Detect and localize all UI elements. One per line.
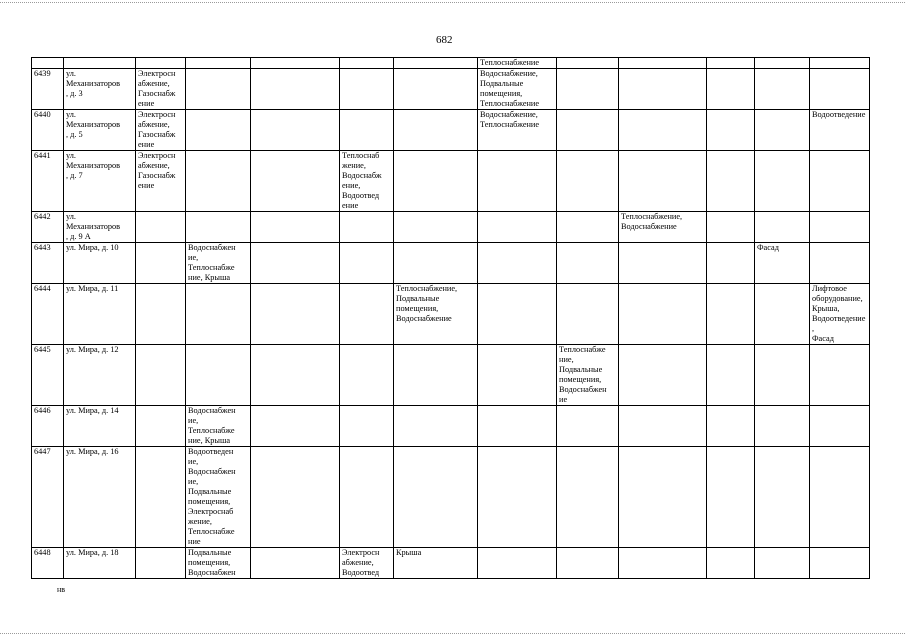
table-cell	[136, 212, 186, 243]
table-cell	[186, 447, 251, 548]
table-cell	[340, 284, 394, 345]
table-cell	[186, 406, 251, 447]
table-cell	[340, 69, 394, 110]
table-cell	[478, 447, 557, 548]
cell-text: ул. Мира, д. 18	[66, 548, 119, 557]
cell-text: Теплоснаб жение, Водоснабж ение, Водоотвед ение	[342, 151, 382, 210]
cell-text: Водоснабжение, Подвальные помещения, Теплоснабжение	[480, 69, 540, 108]
table-row	[32, 447, 870, 548]
table-cell	[810, 447, 870, 548]
table-cell	[557, 548, 619, 579]
table-cell	[478, 58, 557, 69]
table-cell	[619, 110, 707, 151]
table-cell	[707, 548, 755, 579]
table-cell	[478, 284, 557, 345]
table-cell	[619, 345, 707, 406]
table-cell	[394, 447, 478, 548]
table-cell	[136, 447, 186, 548]
table-cell	[557, 406, 619, 447]
table-cell	[186, 151, 251, 212]
table-cell	[557, 284, 619, 345]
cell-text: Лифтовое оборудование, Крыша, Водоотведение, Фасад	[812, 284, 866, 343]
table-cell	[478, 548, 557, 579]
table-cell	[251, 284, 340, 345]
table-cell	[32, 284, 64, 345]
cell-text: 6446	[34, 406, 51, 415]
table-cell	[810, 110, 870, 151]
table-cell	[136, 406, 186, 447]
cell-text: Фасад	[757, 243, 779, 252]
table-row	[32, 284, 870, 345]
footer-mark: нв	[57, 585, 66, 594]
cell-text: ул. Мира, д. 16	[66, 447, 119, 456]
table-cell	[340, 548, 394, 579]
table-cell	[64, 58, 136, 69]
table-cell	[478, 69, 557, 110]
cell-text: 6444	[34, 284, 51, 293]
table-cell	[340, 212, 394, 243]
table-cell	[64, 69, 136, 110]
table-cell	[136, 151, 186, 212]
table-cell	[186, 69, 251, 110]
table-cell	[136, 243, 186, 284]
cell-text: Водоснабжен ие, Теплоснабже ние, Крыша	[188, 243, 236, 282]
table-cell	[394, 110, 478, 151]
table-cell	[619, 243, 707, 284]
table-cell	[64, 345, 136, 406]
cell-text: Электросн абжение, Водоотвед	[342, 548, 380, 577]
cell-text: ул. Механизаторов , д. 3	[66, 69, 121, 98]
table-row	[32, 69, 870, 110]
table-cell	[619, 58, 707, 69]
table-cell	[64, 548, 136, 579]
table-cell	[340, 58, 394, 69]
table-cell	[619, 212, 707, 243]
table-row	[32, 212, 870, 243]
table-cell	[707, 58, 755, 69]
table-cell	[251, 110, 340, 151]
table-cell	[136, 345, 186, 406]
table-cell	[64, 151, 136, 212]
table-cell	[810, 243, 870, 284]
table-cell	[136, 284, 186, 345]
cell-text: ул. Мира, д. 14	[66, 406, 119, 415]
table-cell	[136, 69, 186, 110]
table-cell	[478, 110, 557, 151]
table-cell	[478, 243, 557, 284]
table-cell	[619, 447, 707, 548]
cell-text: 6442	[34, 212, 51, 221]
cell-text: 6443	[34, 243, 51, 252]
table-cell	[394, 345, 478, 406]
table-cell	[707, 406, 755, 447]
cell-text: Водоотведен ие, Водоснабжен ие, Подвальные помещения, Электроснаб жение, Теплоснабже ние	[188, 447, 236, 546]
table-cell	[340, 447, 394, 548]
table-cell	[755, 447, 810, 548]
cell-text: 6441	[34, 151, 51, 160]
cell-text: Электросн абжение, Газоснабж ение	[138, 110, 176, 149]
cell-text: Теплоснабжение, Водоснабжение	[621, 212, 683, 231]
table-cell	[394, 406, 478, 447]
table-cell	[557, 212, 619, 243]
table-cell	[478, 151, 557, 212]
cell-text: ул. Мира, д. 10	[66, 243, 119, 252]
table-cell	[810, 58, 870, 69]
table-cell	[755, 151, 810, 212]
table-cell	[707, 212, 755, 243]
table-cell	[64, 110, 136, 151]
table-cell	[394, 243, 478, 284]
scan-edge-bottom	[0, 633, 905, 634]
table-cell	[810, 151, 870, 212]
table-cell	[32, 69, 64, 110]
table-cell	[707, 243, 755, 284]
cell-text: Теплоснабже ние, Подвальные помещения, Водоснабжен ие	[559, 345, 607, 404]
table-cell	[619, 406, 707, 447]
table-cell	[186, 345, 251, 406]
table-row	[32, 243, 870, 284]
table-cell	[478, 212, 557, 243]
table-cell	[64, 406, 136, 447]
table-cell	[755, 548, 810, 579]
table-cell	[810, 548, 870, 579]
cell-text: Подвальные помещения, Водоснабжен	[188, 548, 236, 577]
table-cell	[340, 151, 394, 212]
cell-text: Водоотведение	[812, 110, 866, 119]
table-cell	[136, 58, 186, 69]
table-cell	[557, 151, 619, 212]
table-cell	[251, 548, 340, 579]
table-cell	[619, 284, 707, 345]
table-cell	[251, 212, 340, 243]
table-cell	[755, 243, 810, 284]
table-row	[32, 110, 870, 151]
table-cell	[707, 151, 755, 212]
table-cell	[251, 151, 340, 212]
cell-text: ул. Механизаторов , д. 5	[66, 110, 121, 139]
table-cell	[186, 110, 251, 151]
cell-text: Электросн абжение, Газоснабж ение	[138, 151, 176, 190]
table-cell	[619, 151, 707, 212]
cell-text: Теплоснабжение, Подвальные помещения, Водоснабжение	[396, 284, 458, 323]
table-cell	[394, 284, 478, 345]
table-cell	[32, 447, 64, 548]
table-cell	[64, 212, 136, 243]
table-cell	[251, 243, 340, 284]
table-cell	[707, 69, 755, 110]
table-cell	[340, 110, 394, 151]
table-cell	[557, 69, 619, 110]
table-cell	[340, 243, 394, 284]
table-cell	[32, 151, 64, 212]
cell-text: ул. Механизаторов , д. 9 А	[66, 212, 121, 241]
table-cell	[32, 212, 64, 243]
table-cell	[32, 58, 64, 69]
table-cell	[136, 548, 186, 579]
table-cell	[394, 151, 478, 212]
table-cell	[810, 284, 870, 345]
table-cell	[251, 406, 340, 447]
table-cell	[810, 212, 870, 243]
cell-text: 6439	[34, 69, 51, 78]
scan-edge-top	[0, 2, 905, 3]
table-cell	[619, 69, 707, 110]
table-row	[32, 345, 870, 406]
cell-text: 6447	[34, 447, 51, 456]
table-cell	[707, 447, 755, 548]
table-cell	[136, 110, 186, 151]
cell-text: Крыша	[396, 548, 422, 557]
table-row	[32, 151, 870, 212]
table-cell	[394, 212, 478, 243]
cell-text: ул. Механизаторов , д. 7	[66, 151, 121, 180]
table-cell	[186, 58, 251, 69]
table-cell	[755, 345, 810, 406]
table-cell	[394, 548, 478, 579]
cell-text: Водоснабжение, Теплоснабжение	[480, 110, 540, 129]
table-cell	[64, 284, 136, 345]
table-cell	[394, 58, 478, 69]
table-cell	[64, 243, 136, 284]
table-cell	[755, 69, 810, 110]
table-cell	[478, 345, 557, 406]
table-cell	[557, 110, 619, 151]
table-cell	[32, 345, 64, 406]
table-cell	[707, 284, 755, 345]
table-cell	[755, 406, 810, 447]
table-row	[32, 548, 870, 579]
cell-text: 6448	[34, 548, 51, 557]
table-cell	[755, 110, 810, 151]
table-cell	[478, 406, 557, 447]
table-row	[32, 406, 870, 447]
table-cell	[755, 212, 810, 243]
table-cell	[557, 243, 619, 284]
table-cell	[186, 548, 251, 579]
table-cell	[32, 110, 64, 151]
table-cell	[32, 548, 64, 579]
table-cell	[810, 406, 870, 447]
table-cell	[186, 243, 251, 284]
table-cell	[755, 284, 810, 345]
table-cell	[251, 58, 340, 69]
table-cell	[557, 58, 619, 69]
cell-text: Водоснабжен ие, Теплоснабже ние, Крыша	[188, 406, 236, 445]
table-cell	[557, 447, 619, 548]
table-cell	[810, 345, 870, 406]
table-cell	[340, 345, 394, 406]
cell-text: 6440	[34, 110, 51, 119]
table-cell	[394, 69, 478, 110]
table-cell	[64, 447, 136, 548]
page-number: 682	[436, 34, 453, 46]
cell-text: ул. Мира, д. 12	[66, 345, 119, 354]
table-cell	[32, 243, 64, 284]
cell-text: Электросн абжение, Газоснабж ение	[138, 69, 176, 108]
table-cell	[707, 345, 755, 406]
table-cell	[251, 69, 340, 110]
table-cell	[340, 406, 394, 447]
table-row	[32, 58, 870, 69]
table-cell	[251, 345, 340, 406]
table-cell	[557, 345, 619, 406]
cell-text: Теплоснабжение	[480, 58, 540, 67]
table-cell	[755, 58, 810, 69]
table-cell	[619, 548, 707, 579]
table-cell	[810, 69, 870, 110]
table-cell	[707, 110, 755, 151]
table-cell	[32, 406, 64, 447]
repair-schedule-table	[31, 57, 870, 579]
table-cell	[251, 447, 340, 548]
cell-text: ул. Мира, д. 11	[66, 284, 119, 293]
cell-text: 6445	[34, 345, 51, 354]
table-cell	[186, 212, 251, 243]
table-cell	[186, 284, 251, 345]
